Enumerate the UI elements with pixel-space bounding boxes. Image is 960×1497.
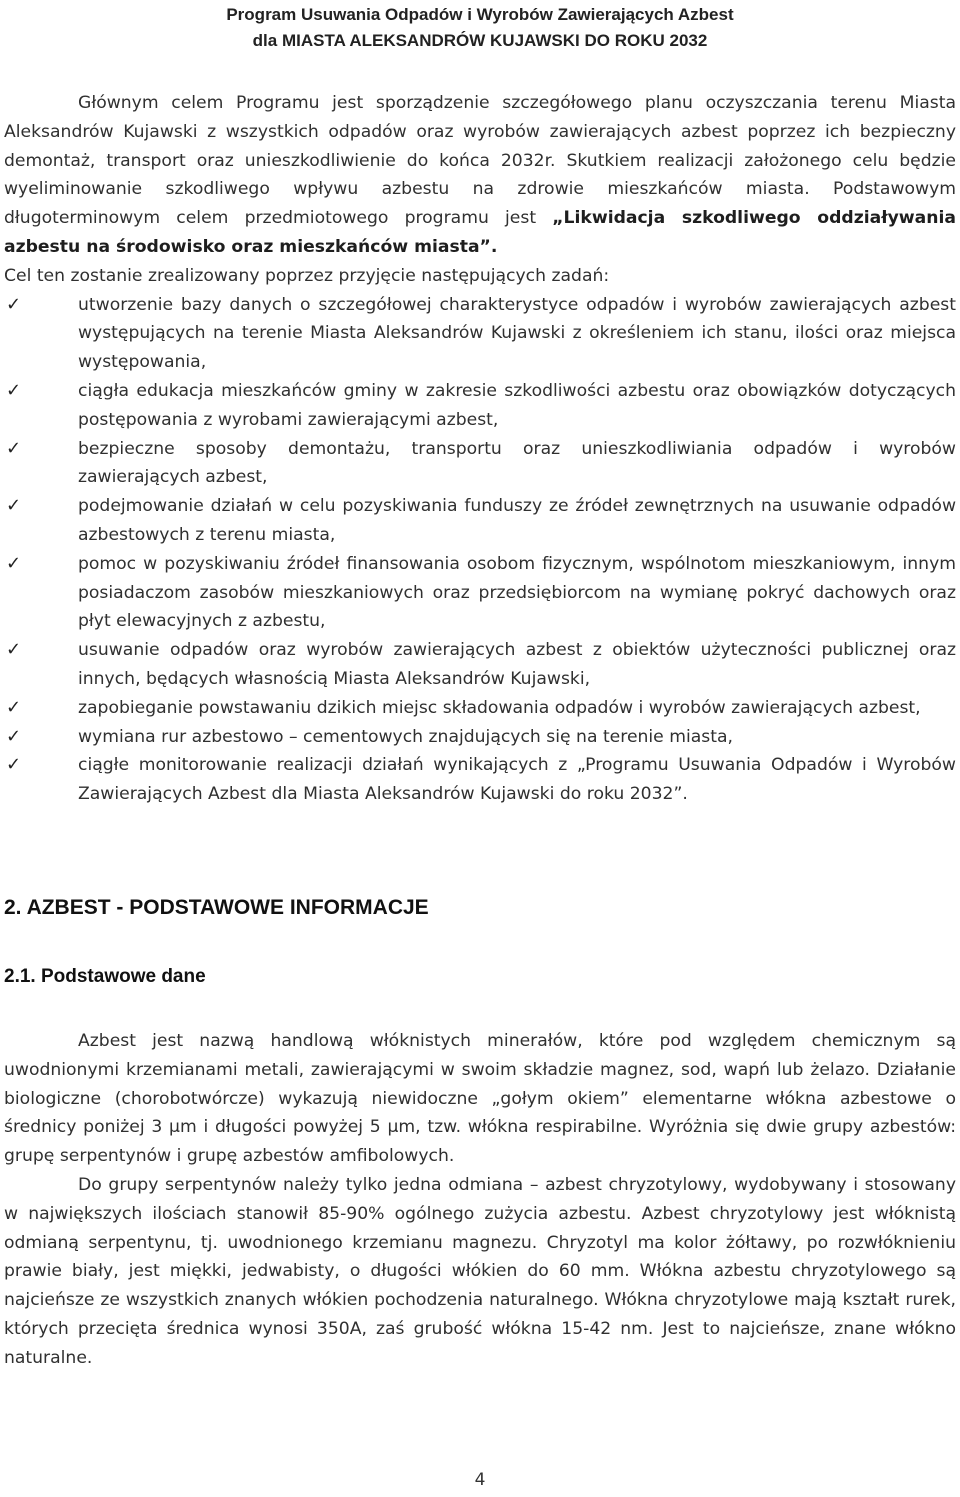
task-item — [4, 694, 956, 723]
task-text: zapobieganie powstawaniu dzikich miejsc składowania odpadów i wyrobów zawierających azbest, — [78, 697, 921, 718]
task-text: ciągła edukacja mieszkańców gminy w zakresie szkodliwości azbestu oraz obowiązków dotyczących postępowania z wyrobami zawierającymi azbest, — [78, 380, 956, 430]
task-text: bezpieczne sposoby demontażu, transportu oraz unieszkodliwiania odpadów i wyrobów zawierających azbest, — [78, 438, 956, 488]
intro-section — [4, 89, 956, 809]
checkmark-icon: ✓ — [6, 495, 22, 517]
checkmark-icon: ✓ — [6, 754, 22, 776]
body-paragraph: Azbest jest nazwą handlową włóknistych minerałów, które pod względem chemicznym są uwodnionymi krzemianami metali, zawierającymi w swoim składzie magnez, sod, wapń lub żelazo. Działanie biologiczne (chorobotwórcze) wykazują niewidoczne „gołym okiem” elementarne włókna azbestowe o średnicy poniżej 3 µm i długości powyżej 5 µm, tzw. włókna respirabilne. Wyróżnia się dwie grupy azbestów: grupę serpentynów i grupę azbestów amfibolowych. — [4, 1031, 956, 1167]
subsection-heading: 2.1. Podstawowe dane — [4, 966, 206, 987]
intro-goal-bold: „Likwidacja szkodliwego oddziaływania azbestu na środowisko oraz mieszkańców miasta”. — [4, 208, 957, 257]
checkmark-icon: ✓ — [6, 293, 22, 315]
basic-data-section — [4, 1027, 956, 1373]
task-text: podejmowanie działań w celu pozyskiwania funduszy ze źródeł zewnętrznych na usuwanie odpadów azbestowych z terenu miasta, — [78, 496, 956, 545]
task-item — [4, 550, 956, 636]
task-item — [4, 636, 956, 694]
intro-text: Głównym celem Programu jest sporządzenie szczegółowego planu oczyszczania terenu Miasta Aleksandrów Kujawski z wszystkich odpadów oraz wyrobów zawierających azbest poprzez ich bezpieczny demontaż, transport oraz unieszkodliwienie do końca 2032r. Skutkiem realizacji założonego celu będzie wyeliminowanie szkodliwego wpływu azbestu na zdrowie mieszkańców miasta. Podstawowym długoterminowym celem przedmiotowego programu jest — [4, 93, 956, 229]
section-heading: 2. AZBEST - PODSTAWOWE INFORMACJE — [4, 896, 429, 919]
task-item — [4, 377, 956, 435]
task-item — [4, 723, 956, 752]
task-item — [4, 435, 956, 493]
checkmark-icon: ✓ — [6, 725, 22, 747]
checkmark-icon: ✓ — [6, 696, 22, 718]
body-paragraph: Do grupy serpentynów należy tylko jedna odmiana – azbest chryzotylowy, wydobywany i stosowany w największych ilościach stanowił 85-90% ogólnego zużycia azbestu. Azbest chryzotylowy jest włóknistą odmianą serpentynu, tj. uwodnionego krzemianu magnezu. Chryzotyl ma kolor żółtawy, po rozwłóknieniu prawie biały, jest miękki, jedwabisty, o długości włókien do 60 mm. Włókna azbestu chryzotylowego są najcieńsze ze wszystkich znanych włókien pochodzenia naturalnego. Włókna chryzotylowe mają kształt rurek, których przecięta średnica wynosi 350A, zaś grubość włókna 15-42 nm. Jest to najcieńsze, znane włókno naturalne. — [4, 1174, 956, 1368]
checkmark-icon: ✓ — [6, 379, 22, 401]
task-list — [4, 291, 956, 809]
task-item — [4, 492, 956, 550]
intro-paragraph — [4, 89, 956, 262]
checkmark-icon: ✓ — [6, 639, 22, 661]
checkmark-icon: ✓ — [6, 552, 22, 574]
checkmark-icon: ✓ — [6, 437, 22, 459]
header-title: Program Usuwania Odpadów i Wyrobów Zawierających Azbest — [226, 5, 734, 24]
header-subtitle: dla MIASTA ALEKSANDRÓW KUJAWSKI DO ROKU 2032 — [252, 31, 708, 50]
tasks-lead: Cel ten zostanie zrealizowany poprzez przyjęcie następujących zadań: — [4, 265, 610, 286]
task-text: usuwanie odpadów oraz wyrobów zawierających azbest z obiektów użyteczności publicznej oraz innych, będących własnością Miasta Aleksandrów Kujawski, — [78, 640, 956, 689]
task-item — [4, 291, 956, 377]
page-header — [0, 2, 960, 54]
task-text: wymiana rur azbestowo – cementowych znajdujących się na terenie miasta, — [78, 726, 733, 747]
page-number: 4 — [474, 1470, 486, 1490]
task-item — [4, 751, 956, 809]
task-text: pomoc w pozyskiwaniu źródeł finansowania osobom fizycznym, wspólnotom mieszkaniowym, innym posiadaczom zasobów mieszkaniowych oraz przedsiębiorcom na wymianę pokryć dachowych oraz płyt elewacyjnych z azbestu, — [78, 553, 956, 632]
task-text: ciągłe monitorowanie realizacji działań wynikających z „Programu Usuwania Odpadów i Wyrobów Zawierających Azbest dla Miasta Aleksandrów Kujawski do roku 2032”. — [78, 755, 956, 805]
task-text: utworzenie bazy danych o szczegółowej charakterystyce odpadów i wyrobów zawierających azbest występujących na terenie Miasta Aleksandrów Kujawski z określeniem ich stanu, ilości oraz miejsca występowania, — [78, 294, 956, 373]
